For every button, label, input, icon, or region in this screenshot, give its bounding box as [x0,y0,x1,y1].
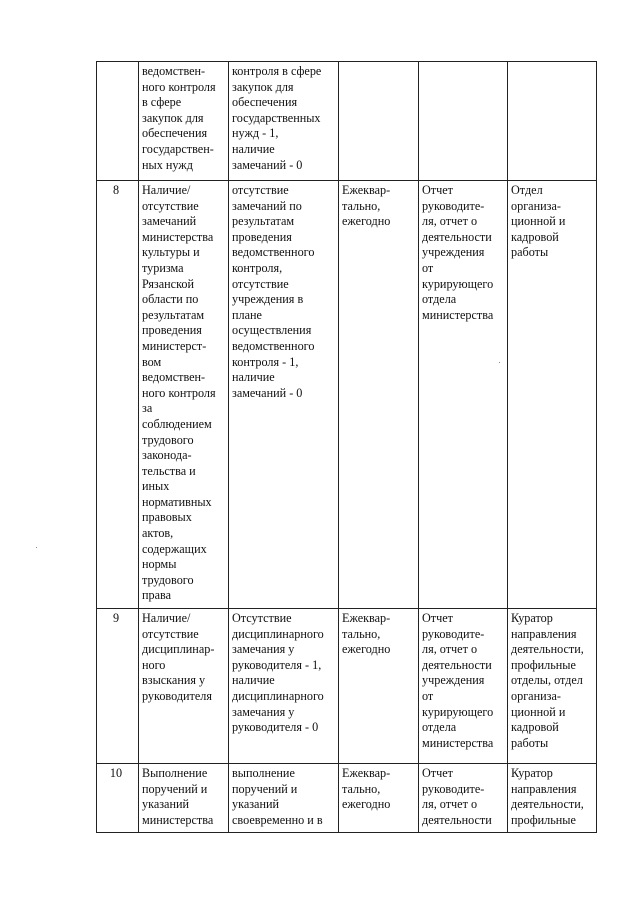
row-number-cell: 10 [97,764,139,833]
source-cell [419,62,508,181]
table-row [97,764,597,833]
criteria-cell: выполнение поручений и указаний своевременно и в [229,764,339,833]
criteria-cell: Отсутствие дисциплинарного замечания у руководителя - 1, наличие дисциплинарного замечания у руководителя - 0 [229,609,339,764]
indicator-cell: Выполнение поручений и указаний министерства [139,764,229,833]
indicator-cell: ведомствен- ного контроля в сфере закупок для обеспечения государствен- ных нужд [139,62,229,181]
source-cell: Отчет руководите- ля, отчет о деятельности учреждения от курирующего отдела министерства [419,181,508,609]
table-row [97,62,597,181]
table-row [97,609,597,764]
indicator-cell: Наличие/ отсутствие замечаний министерства культуры и туризма Рязанской области по результатам проведения министерст- вом ведомствен- ного контроля за соблюдением трудового законода- тельства и иных нормативных правовых актов, содержащих нормы трудового права [139,181,229,609]
period-cell: Ежеквар- тально, ежегодно [339,764,419,833]
period-cell: Ежеквар- тально, ежегодно [339,609,419,764]
responsible-cell: Отдел организа- ционной и кадровой работы [508,181,597,609]
indicator-cell: Наличие/ отсутствие дисциплинар- ного взыскания у руководителя [139,609,229,764]
responsible-cell: Куратор направления деятельности, профильные [508,764,597,833]
criteria-table [96,61,597,833]
criteria-cell: отсутствие замечаний по результатам проведения ведомственного контроля, отсутствие учреждения в плане осуществления ведомственного контроля - 1, наличие замечаний - 0 [229,181,339,609]
scan-speck [36,547,37,548]
responsible-cell [508,62,597,181]
criteria-cell: контроля в сфере закупок для обеспечения государственных нужд - 1, наличие замечаний - 0 [229,62,339,181]
source-cell: Отчет руководите- ля, отчет о деятельности учреждения от курирующего отдела министерства [419,609,508,764]
period-cell: Ежеквар- тально, ежегодно [339,181,419,609]
source-cell: Отчет руководите- ля, отчет о деятельности [419,764,508,833]
row-number-cell: 8 [97,181,139,609]
row-number-cell: 9 [97,609,139,764]
scan-speck [499,362,500,363]
responsible-cell: Куратор направления деятельности, профильные отделы, отдел организа- ционной и кадровой работы [508,609,597,764]
table-row [97,181,597,609]
row-number-cell [97,62,139,181]
period-cell [339,62,419,181]
